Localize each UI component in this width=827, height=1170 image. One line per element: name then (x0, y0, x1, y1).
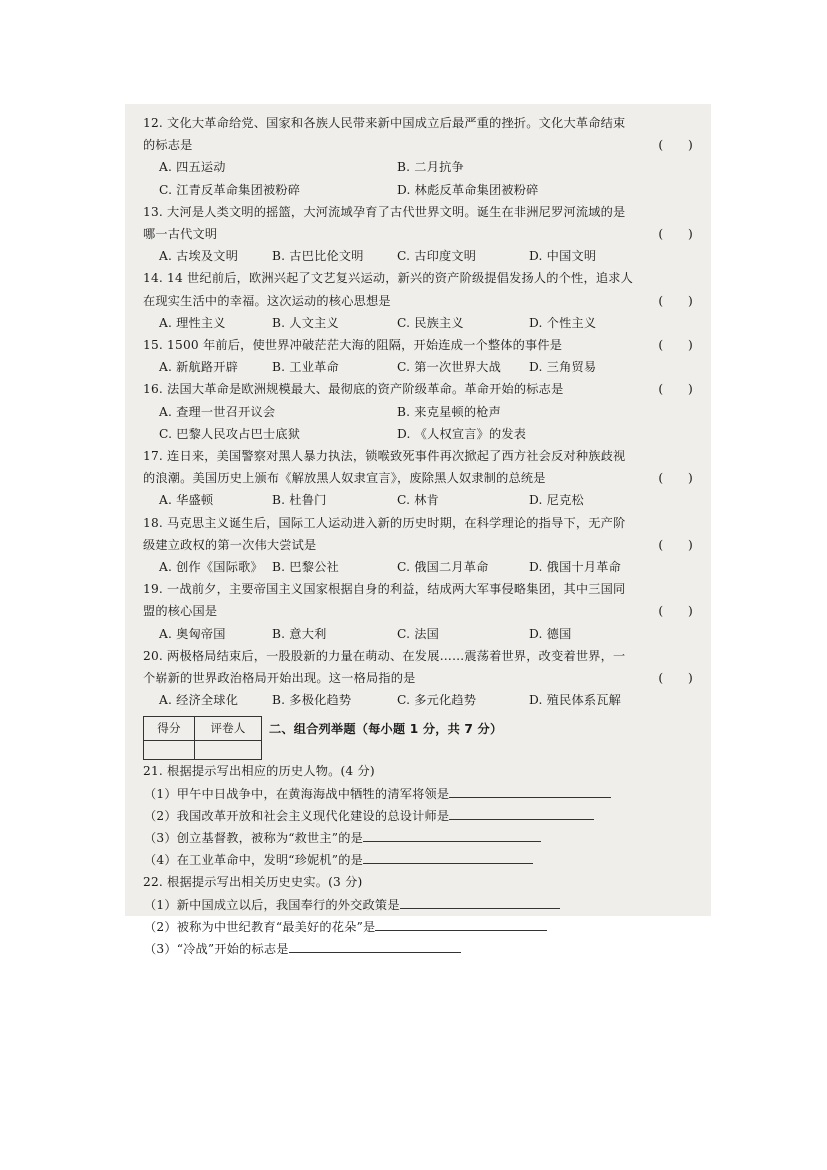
answer-option[interactable]: A. 华盛顿 (159, 493, 214, 508)
question-stem-line: 20. 两极格局结束后，一股股新的力量在萌动、在发展……震荡着世界，改变着世界，一 (143, 648, 626, 663)
answer-option[interactable]: D. 中国文明 (529, 249, 597, 264)
grader-cell[interactable] (195, 740, 262, 759)
options-row (143, 556, 693, 578)
answer-option[interactable]: D. 俄国十月革命 (529, 559, 622, 574)
question-20 (143, 645, 693, 712)
multiple-choice-section (143, 112, 693, 711)
answer-parentheses[interactable]: ( ) (658, 537, 693, 552)
question-13 (143, 201, 693, 268)
question-stem-line: 13. 大河是人类文明的摇篮，大河流域孕育了古代世界文明。诞生在非洲尼罗河流域的是 (143, 204, 626, 219)
question-22-stem: 22. 根据提示写出相关历史史实。(3 分) (143, 875, 363, 890)
answer-option[interactable]: A. 创作《国际歌》 (159, 559, 263, 574)
answer-blank[interactable] (363, 827, 541, 842)
answer-blank[interactable] (449, 805, 594, 820)
question-stem-line: 级建立政权的第一次伟大尝试是 ( ) (143, 534, 693, 556)
options-row (143, 689, 693, 711)
answer-option[interactable]: B. 巴黎公社 (272, 559, 339, 574)
answer-option[interactable]: C. 巴黎人民攻占巴士底狱 (159, 426, 301, 441)
answer-option[interactable]: D. 三角贸易 (529, 360, 597, 375)
question-19 (143, 578, 693, 645)
question-stem-line: 17. 连日来，美国警察对黑人暴力执法，锁喉致死事件再次掀起了西方社会反对种族歧视 (143, 448, 626, 463)
question-21 (143, 760, 693, 871)
options-row (143, 401, 693, 423)
section-2-header (143, 714, 693, 760)
options-row (143, 356, 693, 378)
answer-option[interactable]: A. 理性主义 (159, 315, 226, 330)
question-stem-line: 14. 14 世纪前后，欧洲兴起了文艺复兴运动，新兴的资产阶级提倡发扬人的个性，追求人 (143, 271, 633, 286)
question-14 (143, 267, 693, 334)
exam-content (143, 112, 693, 960)
answer-blank[interactable] (289, 938, 461, 953)
options-row (143, 623, 693, 645)
answer-option[interactable]: A. 四五运动 (159, 160, 226, 175)
question-stem-line: 12. 文化大革命给党、国家和各族人民带来新中国成立后最严重的挫折。文化大革命结束 (143, 116, 626, 130)
answer-option[interactable]: C. 江青反革命集团被粉碎 (159, 182, 301, 197)
answer-option[interactable]: C. 古印度文明 (397, 249, 477, 264)
score-label: 得分 (144, 717, 195, 740)
answer-parentheses[interactable]: ( ) (658, 293, 693, 308)
answer-parentheses[interactable]: ( ) (658, 382, 693, 397)
answer-blank[interactable] (400, 894, 560, 909)
question-15 (143, 334, 693, 378)
answer-option[interactable]: A. 经济全球化 (159, 693, 239, 708)
options-row (143, 423, 693, 445)
question-stem-line: 盟的核心国是 ( ) (143, 600, 693, 622)
question-stem-line: 15. 1500 年前后，使世界冲破茫茫大海的阻隔，开始连成一个整体的事件是 ( ) (143, 334, 693, 356)
answer-option[interactable]: D. 林彪反革命集团被粉碎 (397, 182, 539, 197)
answer-option[interactable]: B. 来克星顿的枪声 (397, 404, 502, 419)
answer-option[interactable]: D. 《人权宣言》的发表 (397, 426, 527, 441)
answer-option[interactable]: A. 新航路开辟 (159, 360, 239, 375)
answer-option[interactable]: C. 林肯 (397, 493, 440, 508)
answer-parentheses[interactable]: ( ) (658, 604, 693, 619)
section-2-title: 二、组合列举题（每小题 1 分，共 7 分） (269, 722, 503, 737)
answer-option[interactable]: B. 古巴比伦文明 (272, 249, 364, 264)
question-18 (143, 512, 693, 579)
question-21-item-4: （4）在工业革命中，发明“珍妮机”的是 (143, 849, 693, 871)
answer-parentheses[interactable]: ( ) (658, 471, 693, 486)
answer-blank[interactable] (375, 916, 547, 931)
exam-paper (125, 104, 711, 956)
options-row (143, 179, 693, 201)
answer-option[interactable]: C. 多元化趋势 (397, 693, 477, 708)
question-21-stem: 21. 根据提示写出相应的历史人物。(4 分) (143, 764, 375, 779)
question-stem-line: 的浪潮。美国历史上颁布《解放黑人奴隶宣言》，废除黑人奴隶制的总统是 ( ) (143, 467, 693, 489)
question-stem-line: 的标志是 ( ) (143, 134, 693, 156)
question-stem-line: 19. 一战前夕，主要帝国主义国家根据自身的利益，结成两大军事侵略集团，其中三国同 (143, 582, 626, 597)
answer-option[interactable]: A. 查理一世召开议会 (159, 404, 276, 419)
question-21-item-2: （2）我国改革开放和社会主义现代化建设的总设计师是 (143, 805, 693, 827)
question-21-item-3: （3）创立基督教，被称为“救世主”的是 (143, 827, 693, 849)
options-row (143, 312, 693, 334)
answer-option[interactable]: B. 多极化趋势 (272, 693, 352, 708)
answer-blank[interactable] (363, 849, 533, 864)
answer-option[interactable]: A. 古埃及文明 (159, 249, 239, 264)
answer-parentheses[interactable]: ( ) (658, 138, 693, 153)
answer-option[interactable]: C. 第一次世界大战 (397, 360, 501, 375)
answer-option[interactable]: C. 法国 (397, 626, 440, 641)
question-22-item-2: （2）被称为中世纪教育“最美好的花朵”是 (143, 916, 693, 938)
options-row (143, 156, 693, 178)
answer-option[interactable]: A. 奥匈帝国 (159, 626, 226, 641)
answer-option[interactable]: B. 杜鲁门 (272, 493, 327, 508)
question-stem-line: 16. 法国大革命是欧洲规模最大、最彻底的资产阶级革命。革命开始的标志是 ( ) (143, 378, 693, 400)
score-box (143, 716, 262, 759)
answer-parentheses[interactable]: ( ) (658, 670, 693, 685)
options-row (143, 489, 693, 511)
score-cell[interactable] (144, 740, 195, 759)
answer-option[interactable]: B. 意大利 (272, 626, 327, 641)
question-22 (143, 871, 693, 960)
answer-parentheses[interactable]: ( ) (658, 337, 693, 352)
answer-option[interactable]: C. 俄国二月革命 (397, 559, 489, 574)
grader-label: 评卷人 (195, 717, 262, 740)
options-row (143, 245, 693, 267)
answer-option[interactable]: B. 人文主义 (272, 315, 339, 330)
answer-parentheses[interactable]: ( ) (658, 226, 693, 241)
question-21-item-1: （1）甲午中日战争中，在黄海海战中牺牲的清军将领是 (143, 783, 693, 805)
answer-blank[interactable] (449, 783, 611, 798)
question-22-item-3: （3）“冷战”开始的标志是 (143, 938, 693, 960)
answer-option[interactable]: B. 工业革命 (272, 360, 339, 375)
answer-option[interactable]: D. 殖民体系瓦解 (529, 693, 622, 708)
question-16 (143, 378, 693, 445)
question-17 (143, 445, 693, 512)
answer-option[interactable]: C. 民族主义 (397, 315, 464, 330)
question-22-item-1: （1）新中国成立以后，我国奉行的外交政策是 (143, 894, 693, 916)
question-stem-line: 哪一古代文明 ( ) (143, 223, 693, 245)
question-stem-line: 18. 马克思主义诞生后，国际工人运动进入新的历史时期，在科学理论的指导下，无产阶 (143, 515, 626, 530)
question-stem-line: 在现实生活中的幸福。这次运动的核心思想是 ( ) (143, 290, 693, 312)
answer-option[interactable]: D. 尼克松 (529, 493, 584, 508)
question-stem-line: 个崭新的世界政治格局开始出现。这一格局指的是 ( ) (143, 667, 693, 689)
answer-option[interactable]: B. 二月抗争 (397, 160, 464, 175)
question-12 (143, 112, 693, 201)
answer-option[interactable]: D. 德国 (529, 626, 572, 641)
answer-option[interactable]: D. 个性主义 (529, 315, 597, 330)
